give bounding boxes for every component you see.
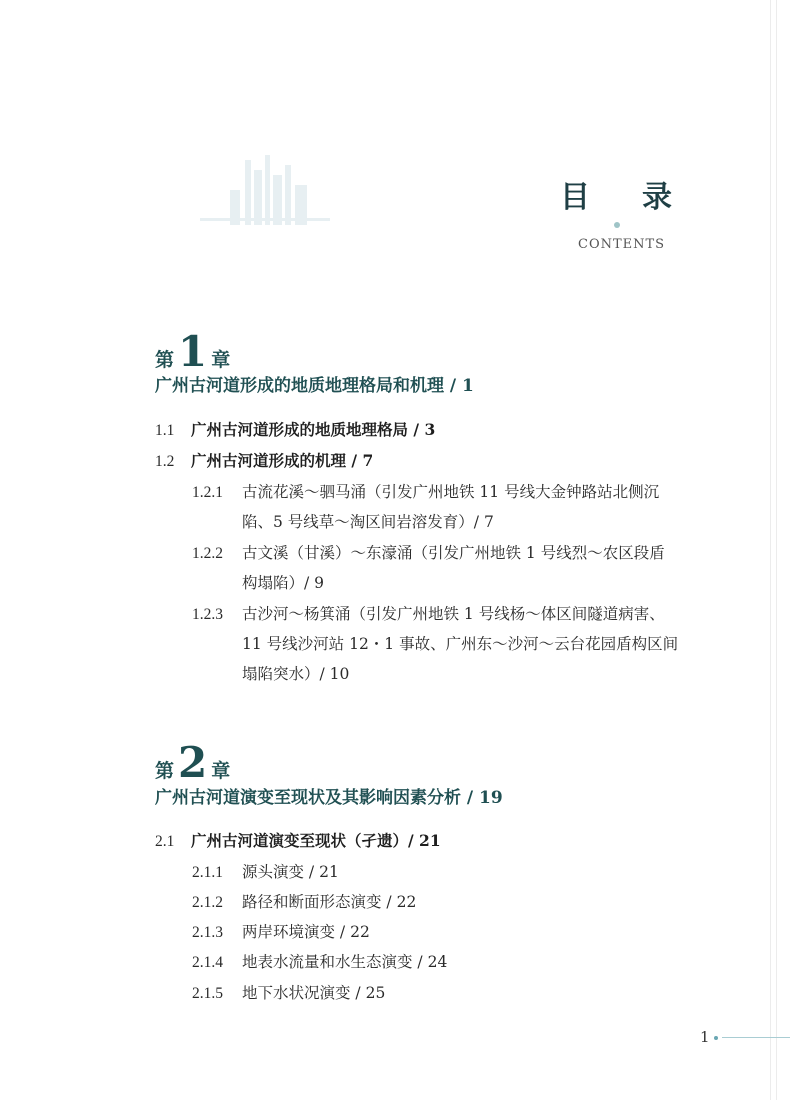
chapter-1-label (155, 327, 231, 376)
title-dot (614, 222, 620, 228)
toc-entry-2-1-2[interactable] (192, 890, 416, 912)
entry-number: 1.2.1 (192, 484, 223, 501)
entry-text: 广州古河道形成的地质地理格局 / 3 (191, 420, 436, 439)
skyline-watermark-icon (190, 150, 340, 230)
entry-number: 2.1.5 (192, 985, 223, 1002)
chapter-2-title: 广州古河道演变至现状及其影响因素分析 / 19 (155, 788, 503, 808)
entry-text: 源头演变 / 21 (242, 863, 339, 881)
entry-continuation: 塌陷突水）/ 10 (242, 665, 350, 683)
entry-number: 2.1.4 (192, 954, 223, 971)
entry-number: 2.1.3 (192, 924, 223, 941)
entry-continuation: 11 号线沙河站 12・1 事故、广州东～沙河～云台花园盾构区间 (242, 635, 679, 653)
entry-text: 两岸环境演变 / 22 (242, 923, 370, 941)
edge-line (770, 0, 771, 1100)
entry-text: 地下水状况演变 / 25 (242, 984, 386, 1002)
chapter-suffix: 章 (211, 760, 231, 782)
toc-entry-2-1-1[interactable] (192, 860, 339, 882)
entry-text: 古沙河～杨箕涌（引发广州地铁 1 号线杨～体区间隧道病害、 (242, 605, 665, 623)
entry-text: 古文溪（甘溪）～东濠涌（引发广州地铁 1 号线烈～农区段盾 (242, 544, 665, 562)
edge-line (776, 0, 777, 1100)
entry-number: 2.1.2 (192, 894, 223, 911)
toc-entry-1-1[interactable] (155, 418, 435, 440)
toc-entry-1-2-3[interactable] (192, 602, 665, 624)
toc-entry-2-1-4[interactable] (192, 950, 447, 972)
entry-number: 1.2.2 (192, 545, 223, 562)
entry-number: 2.1.1 (192, 864, 223, 881)
entry-text: 古流花溪～驷马涌（引发广州地铁 11 号线大金钟路站北侧沉 (242, 483, 660, 501)
chapter-prefix: 第 (155, 760, 175, 782)
toc-entry-2-1[interactable] (155, 829, 441, 851)
chapter-2-label (155, 738, 231, 787)
entry-text: 广州古河道演变至现状（孑遗）/ 21 (191, 831, 441, 850)
toc-title: 目录 (560, 180, 724, 215)
entry-continuation: 构塌陷）/ 9 (242, 574, 325, 592)
toc-entry-1-2[interactable] (155, 449, 373, 471)
chapter-suffix: 章 (211, 349, 231, 371)
page-number-dot (714, 1036, 718, 1040)
page-number: 1 (700, 1028, 710, 1046)
entry-number: 1.1 (155, 422, 175, 439)
chapter-prefix: 第 (155, 349, 175, 371)
page-number-rule (722, 1037, 790, 1038)
entry-text: 地表水流量和水生态演变 / 24 (242, 953, 448, 971)
entry-number: 2.1 (155, 833, 175, 850)
entry-text: 广州古河道形成的机理 / 7 (191, 451, 374, 470)
toc-entry-2-1-3[interactable] (192, 920, 370, 942)
chapter-number: 2 (178, 738, 208, 787)
entry-text: 路径和断面形态演变 / 22 (242, 893, 417, 911)
entry-number: 1.2.3 (192, 606, 223, 623)
entry-continuation: 陷、5 号线草～淘区间岩溶发育）/ 7 (242, 513, 494, 531)
toc-entry-1-2-1[interactable] (192, 480, 659, 502)
entry-number: 1.2 (155, 453, 175, 470)
toc-subtitle: CONTENTS (578, 237, 666, 252)
chapter-number: 1 (178, 327, 208, 376)
toc-entry-2-1-5[interactable] (192, 981, 385, 1003)
toc-entry-1-2-2[interactable] (192, 541, 665, 563)
chapter-1-title: 广州古河道形成的地质地理格局和机理 / 1 (155, 376, 474, 396)
